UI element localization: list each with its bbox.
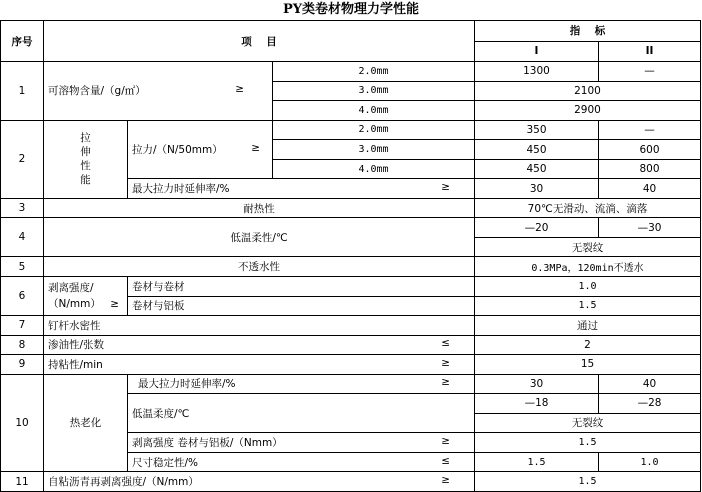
row-item-name: 耐热性 [44,198,475,218]
grade-2-header: II [599,41,701,62]
row-seq: 8 [1,335,44,355]
grade-1-header: I [475,41,599,62]
value-merged: 2100 [475,81,701,101]
value-grade-2: — [599,120,701,140]
value-merged: 2 [475,335,701,355]
row-item-name [128,452,475,472]
item-label: 自粘沥青再剥离强度/（N/mm） [48,476,199,489]
value-grade-2: 600 [599,140,701,160]
thickness-cell: 3.0mm [273,81,475,101]
row-item-name [128,374,475,394]
value-grade-1: 450 [475,140,599,160]
row-seq: 4 [1,218,44,257]
item-label: 最大拉力时延伸率/% [138,378,236,391]
item-label: 可溶物含量/（g/㎡） [48,85,146,98]
header-row [1,21,701,42]
item-operator: ≥ [441,356,450,369]
item-label: 尺寸稳定性/% [132,456,199,469]
value-merged: 通过 [475,316,701,336]
item-label: 渗油性/张数 [48,339,105,352]
group-label: 热老化 [44,374,128,472]
item-label: 最大拉力时延伸率/% [132,183,230,196]
row-seq: 10 [1,374,44,472]
item-operator: ≥ [251,142,260,155]
thickness-cell: 4.0mm [273,159,475,179]
table-row [1,355,701,375]
value-grade-2: —28 [599,394,701,414]
row-seq: 6 [1,276,44,315]
value-merged: 1.0 [475,276,701,296]
value-grade-1: —20 [475,218,599,238]
value-merged: 无裂纹 [475,237,701,257]
value-grade-2: 1.0 [599,452,701,472]
value-grade-1: 450 [475,159,599,179]
row-item-name [128,120,273,179]
table-row [1,374,701,394]
value-merged: 1.5 [475,433,701,453]
value-grade-2: —30 [599,218,701,238]
value-merged: 0.3MPa，120min不透水 [475,257,701,277]
row-seq: 5 [1,257,44,277]
sub-item-label: 卷材与卷材 [128,276,475,296]
properties-table [0,20,701,492]
value-grade-1: 350 [475,120,599,140]
thickness-cell: 2.0mm [273,62,475,82]
value-grade-2: 40 [599,179,701,199]
value-grade-2: 40 [599,374,701,394]
item-header: 项 目 [44,21,475,62]
item-operator: ≤ [441,337,450,350]
row-item-name: 低温柔度/℃ [128,394,475,433]
item-operator: ≥ [441,474,450,487]
value-grade-1: 1.5 [475,452,599,472]
table-row [1,276,701,296]
table-row [1,198,701,218]
item-operator: ≥ [441,181,450,194]
row-item-name [44,472,475,492]
value-grade-2: — [599,62,701,82]
row-item-name: 钉杆水密性 [44,316,475,336]
indicator-header: 指 标 [475,21,701,42]
item-operator: ≥ [441,434,450,447]
table-row [1,257,701,277]
group-label-text: 拉伸性能 [80,132,91,187]
row-seq: 1 [1,62,44,121]
row-item-name: 低温柔性/℃ [44,218,475,257]
value-merged: 1.5 [475,472,701,492]
table-row [1,120,701,140]
row-item-name [44,355,475,375]
row-item-name [44,62,273,121]
row-item-name [44,276,128,315]
seq-header: 序号 [1,21,44,62]
table-row [1,62,701,82]
row-item-name: 不透水性 [44,257,475,277]
sub-item-label: 卷材与铝板 [128,296,475,316]
row-seq: 3 [1,198,44,218]
value-merged: 2900 [475,101,701,121]
item-operator: ≥ [235,83,244,96]
row-item-name [128,433,475,453]
table-title: PY类卷材物理力学性能 [282,2,420,17]
item-label: 持粘性/min [48,358,103,371]
row-item-name [44,335,475,355]
value-merged: 1.5 [475,296,701,316]
row-item-name [128,179,475,199]
value-grade-1: 30 [475,179,599,199]
table-row [1,316,701,336]
group-label [44,120,128,198]
item-label: 拉力/（N/50mm） [132,144,223,157]
value-grade-1: —18 [475,394,599,414]
table-row [1,472,701,492]
thickness-cell: 2.0mm [273,120,475,140]
value-merged: 无裂纹 [475,413,701,433]
row-seq: 9 [1,355,44,375]
table-row [1,218,701,238]
item-operator: ≤ [441,454,450,467]
value-merged: 70℃无滑动、流淌、滴落 [475,198,701,218]
row-seq: 11 [1,472,44,492]
value-grade-1: 1300 [475,62,599,82]
row-seq: 7 [1,316,44,336]
row-seq: 2 [1,120,44,198]
value-grade-2: 800 [599,159,701,179]
thickness-cell: 3.0mm [273,140,475,160]
item-label: 剥离强度 卷材与铝板/（Nmm） [132,436,283,449]
value-grade-1: 30 [475,374,599,394]
item-label: 剥离强度/（N/mm） [48,282,101,310]
table-row [1,335,701,355]
item-operator: ≥ [441,376,450,389]
thickness-cell: 4.0mm [273,101,475,121]
value-merged: 15 [475,355,701,375]
item-operator: ≥ [110,298,120,310]
